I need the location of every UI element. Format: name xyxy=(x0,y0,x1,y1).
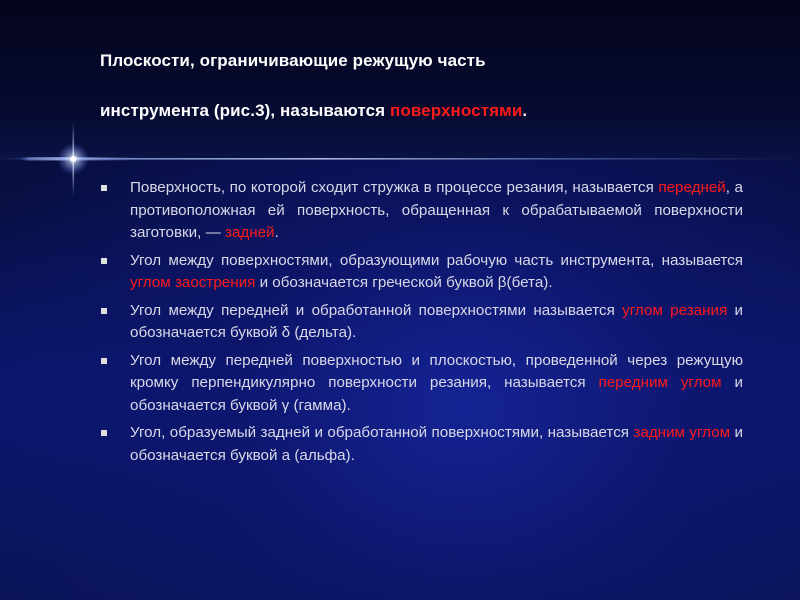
list-item xyxy=(100,250,743,295)
bullet-text: и обозначается буквой а (альфа). xyxy=(130,424,743,464)
highlight-term: задней xyxy=(225,224,275,241)
bullet-text: Угол между передней и обработанной поверхностями называется xyxy=(130,301,623,319)
bullet-text: , а противоположная ей поверхность, обращенная к обрабатываемой поверхности заготовки, — xyxy=(130,179,743,241)
highlight-term: задним углом xyxy=(633,424,731,441)
highlight-term: передней xyxy=(658,179,726,196)
square-bullet-icon xyxy=(101,308,107,314)
slide-title xyxy=(100,50,760,121)
list-item xyxy=(100,300,743,345)
title-line-2-text: инструмента (рис.3), называются xyxy=(100,101,390,120)
square-bullet-icon xyxy=(101,185,107,191)
bullet-text: Угол между передней поверхностью и плоскостью, проведенной через режущую кромку перпендикулярно поверхности резания, называется xyxy=(130,351,743,391)
highlight-term: углом заострения xyxy=(130,274,256,291)
list-item xyxy=(100,350,743,418)
list-item xyxy=(100,422,743,467)
square-bullet-icon xyxy=(101,358,107,364)
bullet-text: и обозначается буквой γ (гамма). xyxy=(130,374,743,414)
title-line-2-end: . xyxy=(522,101,528,120)
list-item xyxy=(100,177,743,245)
bullet-text: . xyxy=(274,224,279,241)
bullet-text: Угол, образуемый задней и обработанной поверхностями, называется xyxy=(130,424,634,441)
bullet-text: и обозначается греческой буквой β(бета). xyxy=(255,274,553,291)
bullet-list xyxy=(100,177,743,472)
title-line-2 xyxy=(100,100,760,121)
bullet-text: Поверхность, по которой сходит стружка в процессе резания, называется xyxy=(130,179,659,196)
bullet-text: Угол между поверхностями, образующими рабочую часть инструмента, называется xyxy=(130,251,743,269)
highlight-term: углом резания xyxy=(622,301,728,319)
bullet-text: и обозначается буквой δ (дельта). xyxy=(130,301,743,341)
square-bullet-icon xyxy=(101,430,107,436)
title-line-1: Плоскости, ограничивающие режущую часть xyxy=(100,51,486,70)
square-bullet-icon xyxy=(101,258,107,264)
title-highlight: поверхностями xyxy=(390,101,523,120)
highlight-term: передним углом xyxy=(598,374,722,391)
